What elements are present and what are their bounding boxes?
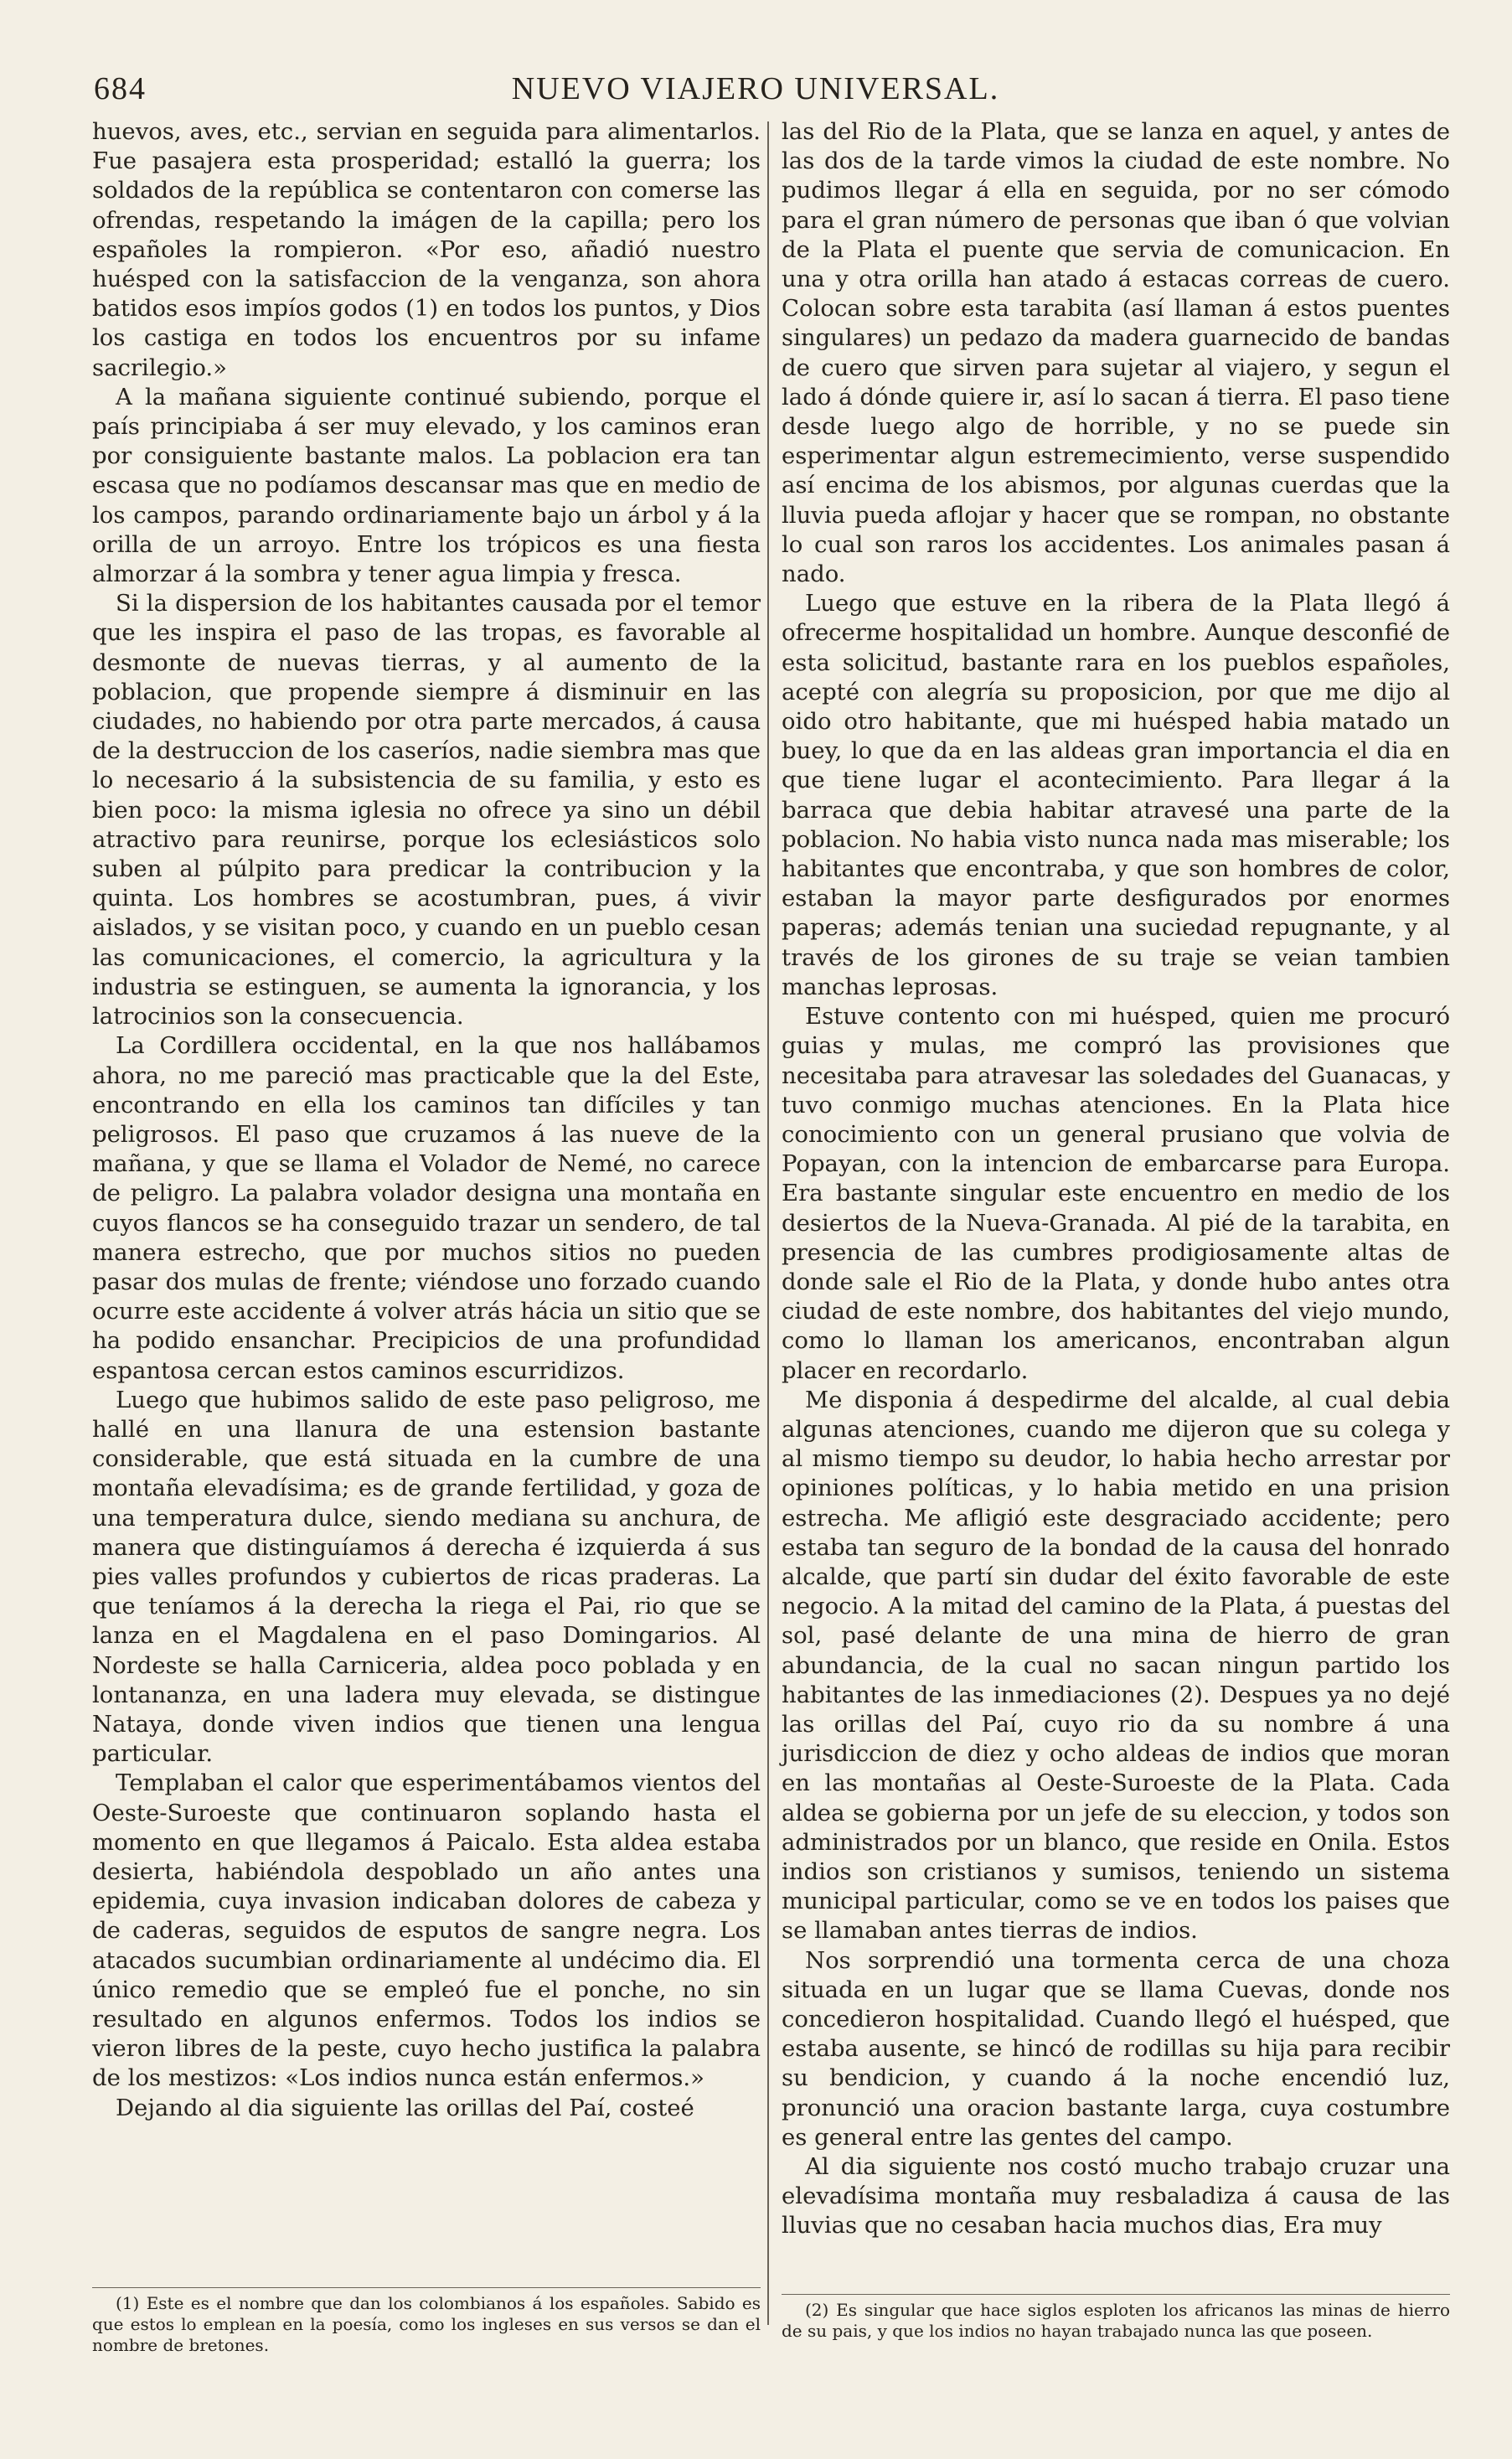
- right-column: [782, 117, 1450, 2241]
- page-header: [94, 70, 1417, 109]
- footnote: (2) Es singular que hace siglos esploten los africanos las minas de hierro de su pais, y que los indios no hayan trabajado nunca las que poseen.: [782, 2300, 1450, 2341]
- paragraph: Luego que estuve en la ribera de la Plata llegó á ofrecerme hospitalidad un hombre. Aunque desconfié de esta solicitud, bastante rara en los pueblos españoles, acepté con alegría su proposicion, por que me dijo al oido otro habitante, que mi huésped habia matado un buey, lo que da en las aldeas gran importancia el dia en que tiene lugar el acontecimiento. Para llegar á la barraca que debia habitar atravesé una parte de la poblacion. No habia visto nunca nada mas miserable; los habitantes que encontraba, y que son hombres de color, estaban la mayor parte desfigurados por enormes paperas; además tenian una suciedad repugnante, y al través de los girones de su traje se veian tambien manchas leprosas.: [782, 590, 1450, 1000]
- paragraph: La Cordillera occidental, en la que nos hallábamos ahora, no me pareció mas practicable que la del Este, encontrando en ella los caminos tan difíciles y tan peligrosos. El paso que cruzamos á las nueve de la mañana, y que se llama el Volador de Nemé, no carece de peligro. La palabra volador designa una montaña en cuyos flancos se ha conseguido trazar un sendero, de tal manera estrecho, que por muchos sitios no pueden pasar dos mulas de frente; viéndose uno forzado cuando ocurre este accidente á volver atrás hácia un sitio que se ha podido ensanchar. Precipicios de una profundidad espantosa cercan estos caminos escurridizos.: [92, 1032, 761, 1384]
- footnote: (1) Este es el nombre que dan los colombianos á los españoles. Sabido es que estos lo emplean en la poesía, como los ingleses en sus versos se dan el nombre de bretones.: [92, 2293, 761, 2355]
- paragraph: Templaban el calor que esperimentábamos vientos del Oeste-Suroeste que continuaron soplando hasta el momento en que llegamos á Paicalo. Esta aldea estaba desierta, habiéndola despoblado un año antes una epidemia, cuya invasion indicaban dolores de cabeza y de caderas, seguidos de esputos de sangre negra. Los atacados sucumbian ordinariamente al undécimo dia. El único remedio que se empleó fue el ponche, no sin resultado en algunos enfermos. Todos los indios se vieron libres de la peste, cuyo hecho justifica la palabra de los mestizos: «Los indios nunca están enfermos.»: [92, 1769, 761, 2092]
- paragraph: Estuve contento con mi huésped, quien me procuró guias y mulas, me compró las provisiones que necesitaba para atravesar las soledades del Guanacas, y tuvo conmigo muchas atenciones. En la Plata hice conocimiento con un general prusiano que volvia de Popayan, con la intencion de embarcarse para Europa. Era bastante singular este encuentro en medio de los desiertos de la Nueva-Granada. Al pié de la tarabita, en presencia de las cumbres prodigiosamente altas de donde sale el Rio de la Plata, y donde hubo antes otra ciudad de este nombre, dos habitantes del viejo mundo, como lo llaman los americanos, encontraban algun placer en recordarlo.: [782, 1003, 1450, 1384]
- paragraph: Al dia siguiente nos costó mucho trabajo cruzar una elevadísima montaña muy resbaladiza á causa de las lluvias que no cesaban hacia muchos dias, Era muy: [782, 2153, 1450, 2239]
- paragraph: Luego que hubimos salido de este paso peligroso, me hallé en una llanura de una estension bastante considerable, que está situada en la cumbre de una montaña elevadísima; es de grande fertilidad, y goza de una temperatura dulce, siendo mediana su anchura, de manera que distinguíamos á derecha é izquierda á sus pies valles profundos y cubiertos de ricas praderas. La que teníamos á la derecha la riega el Pai, rio que se lanza en el Magdalena en el paso Domingarios. Al Nordeste se halla Carniceria, aldea poco poblada y en lontananza, en una ladera muy elevada, se distingue Nataya, donde viven indios que tienen una lengua particular.: [92, 1386, 761, 1768]
- paragraph: Me disponia á despedirme del alcalde, al cual debia algunas atenciones, cuando me dijeron que su colega y al mismo tiempo su deudor, lo habia hecho arrestar por opiniones políticas, y lo habia metido en una prision estrecha. Me afligió este desgraciado accidente; pero estaba tan seguro de la bondad de la causa del honrado alcalde, que partí sin dudar del éxito favorable de este negocio. A la mitad del camino de la Plata, á puestas del sol, pasé delante de una mina de hierro de gran abundancia, de la cual no sacan ningun partido los habitantes de las inmediaciones (2). Despues ya no dejé las orillas del Paí, cuyo rio da su nombre á una jurisdiccion de diez y ocho aldeas de indios que moran en las montañas al Oeste-Suroeste de la Plata. Cada aldea se gobierna por un jefe de su eleccion, y todos son administrados por un blanco, que reside en Onila. Estos indios son cristianos y sumisos, teniendo un sistema municipal particular, como se ve en todos los paises que se llamaban antes tierras de indios.: [782, 1386, 1450, 1945]
- running-title: NUEVO VIAJERO UNIVERSAL.: [511, 71, 1000, 106]
- footnotes-left: [92, 2287, 761, 2356]
- column-divider: [767, 121, 769, 2325]
- paragraph: Dejando al dia siguiente las orillas del Paí, costeé: [116, 2094, 694, 2121]
- left-column: [92, 117, 761, 2123]
- paragraph: Si la dispersion de los habitantes causada por el temor que les inspira el paso de las tropas, es favorable al desmonte de nuevas tierras, y al aumento de la poblacion, que propende siempre á disminuir en las ciudades, no habiendo por otra parte mercados, á causa de la destruccion de los caseríos, nadie siembra mas que lo necesario á la subsistencia de su familia, y esto es bien poco: la misma iglesia no ofrece ya sino un débil atractivo para reunirse, porque los eclesiásticos solo suben al púlpito para predicar la contribucion y la quinta. Los hombres se acostumbran, pues, á vivir aislados, y se visitan poco, y cuando en un pueblo cesan las comunicaciones, el comercio, la agricultura y la industria se estinguen, se aumenta la ignorancia, y los latrocinios son la consecuencia.: [92, 590, 761, 1031]
- paragraph: huevos, aves, etc., servian en seguida para alimentarlos. Fue pasajera esta prosperidad; estalló la guerra; los soldados de la república se contentaron con comerse las ofrendas, respetando la imágen de la capilla; pero los españoles la rompieron. «Por eso, añadió nuestro huésped con la satisfaccion de la venganza, son ahora batidos esos impíos godos (1) en todos los puntos, y Dios los castiga en todos los encuentros por su infame sacrilegio.»: [92, 118, 761, 381]
- paragraph: A la mañana siguiente continué subiendo, porque el país principiaba á ser muy elevado, y los caminos eran por consiguiente bastante malos. La poblacion era tan escasa que no podíamos descansar mas que en medio de los campos, parando ordinariamente bajo un árbol y á la orilla de un arroyo. Entre los trópicos es una fiesta almorzar á la sombra y tener agua limpia y fresca.: [92, 383, 761, 588]
- page-number: 684: [94, 71, 147, 106]
- paragraph: Nos sorprendió una tormenta cerca de una choza situada en un lugar que se llama Cuevas, donde nos concedieron hospitalidad. Cuando llegó el huésped, que estaba ausente, se hincó de rodillas su hija para recibir su bendicion, y cuando á la noche encendió luz, pronunció una oracion bastante larga, cuya costumbre es general entre las gentes del campo.: [782, 1946, 1450, 2151]
- footnotes-right: [782, 2294, 1450, 2342]
- paragraph: las del Rio de la Plata, que se lanza en aquel, y antes de las dos de la tarde vimos la ciudad de este nombre. No pudimos llegar á ella en seguida, por no ser cómodo para el gran número de personas que iban ó que volvian de la Plata el puente que servia de comunicacion. En una y otra orilla han atado á estacas correas de cuero. Colocan sobre esta tarabita (así llaman á estos puentes singulares) un pedazo da madera guarnecido de bandas de cuero que sirven para sujetar al viajero, y segun el lado á dónde quiere ir, así lo sacan á tierra. El paso tiene desde luego algo de horrible, y no se puede sin esperimentar algun estremecimiento, verse suspendido así encima de los abismos, por algunas cuerdas que la lluvia pueda aflojar y hacer que se rompan, no obstante lo cual son raros los accidentes. Los animales pasan á nado.: [782, 118, 1450, 588]
